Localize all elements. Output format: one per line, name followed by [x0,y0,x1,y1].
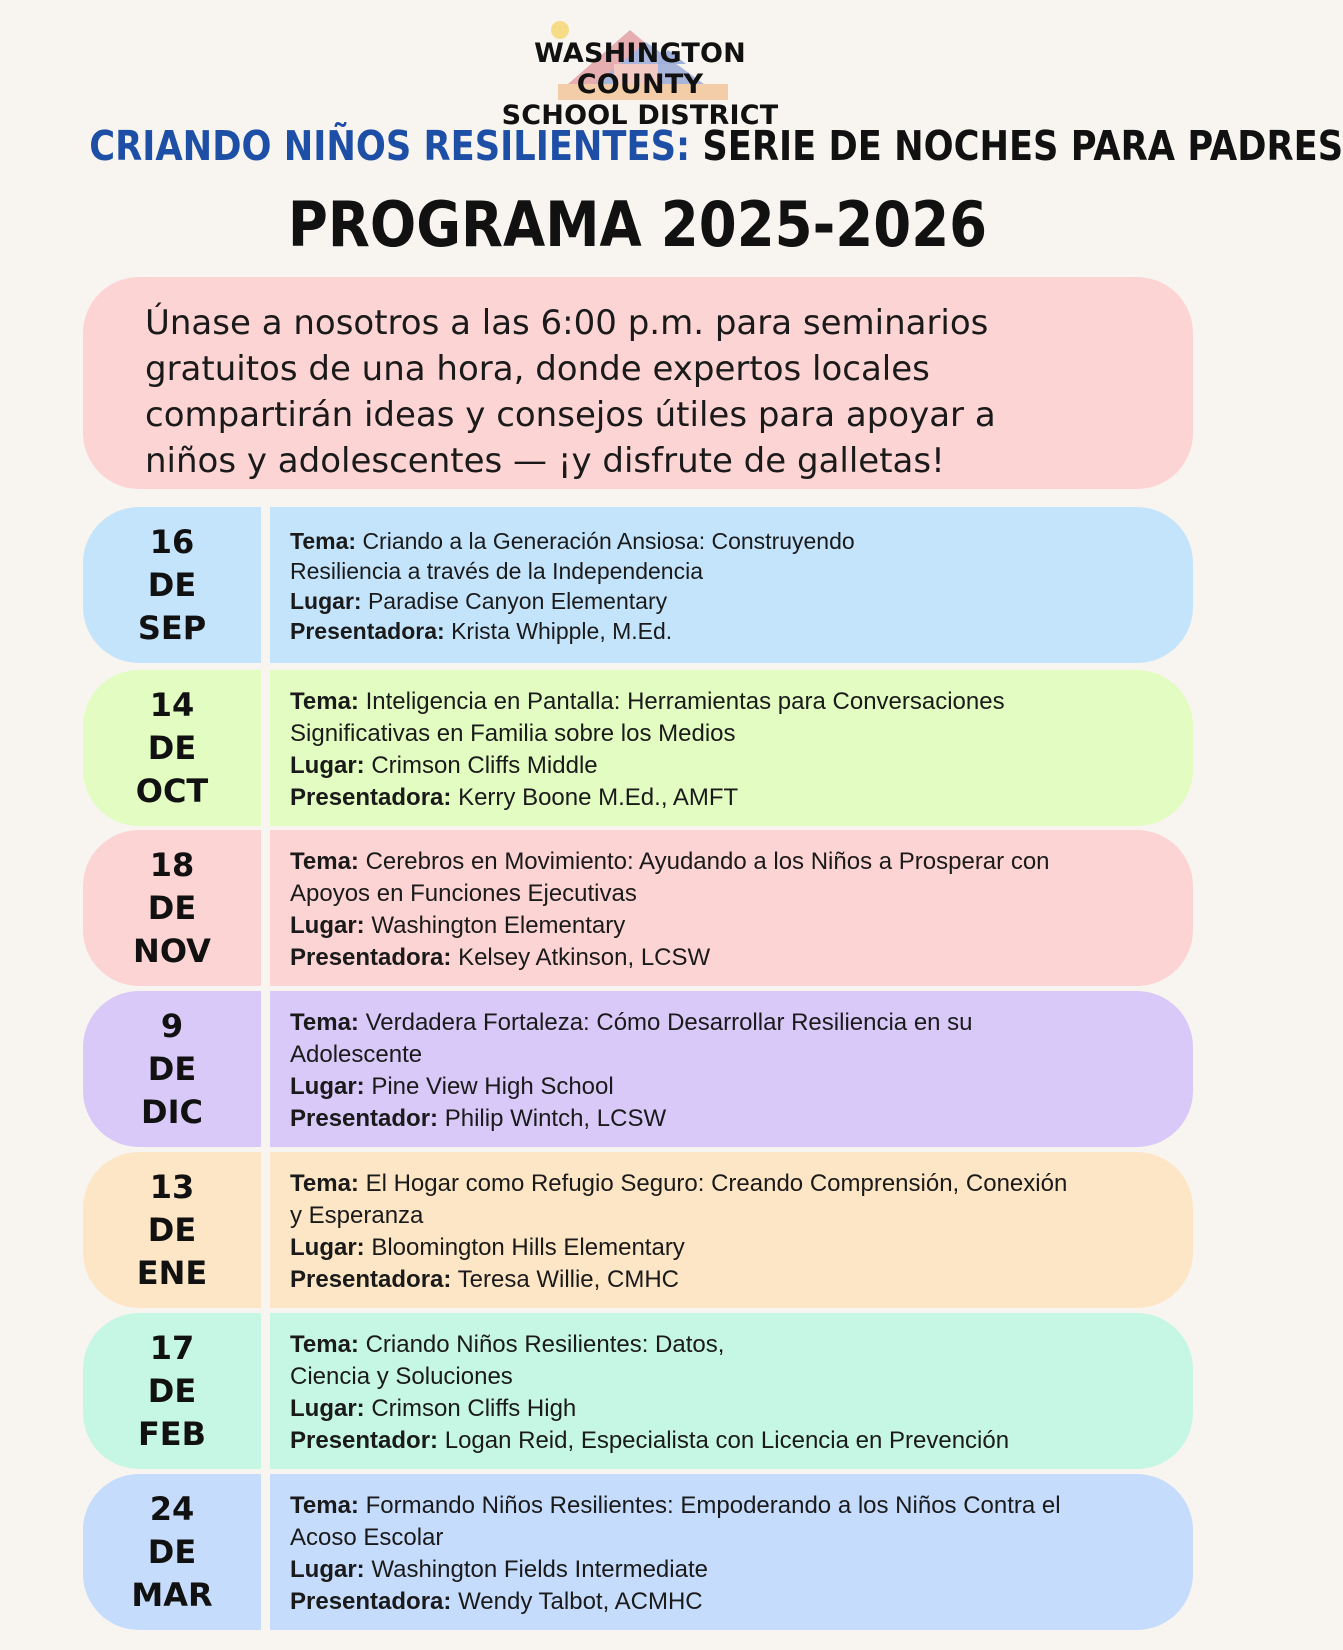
event-day: 24 [149,1489,195,1528]
event-details [290,1490,1170,1618]
event-date-de: DE [147,1049,197,1088]
event-divider [261,1152,270,1308]
event-location [290,750,1170,782]
topic-text: El Hogar como Refugio Seguro: Creando Comprensión, Conexión [365,1170,1068,1197]
event-details [290,1168,1170,1296]
event-presenter [290,942,1170,974]
event-topic [290,1007,1170,1039]
event-presenter [290,1586,1170,1618]
event-topic [290,1329,1170,1361]
location-text: Bloomington Hills Elementary [371,1234,685,1261]
event-presenter [290,1264,1170,1296]
event-location [290,586,1170,616]
event-day: 13 [149,1167,195,1206]
presenter-label: Presentador: [290,1427,439,1454]
event-presenter [290,1425,1170,1457]
event-location [290,1071,1170,1103]
series-title-highlight: CRIANDO NIÑOS RESILIENTES: [89,122,691,170]
event-day: 17 [149,1328,195,1367]
presenter-text: Logan Reid, Especialista con Licencia en Prevención [444,1427,1010,1454]
event-date [83,991,261,1147]
event-location [290,1554,1170,1586]
event-date [83,1313,261,1469]
presenter-label: Presentadora: [290,944,452,971]
event-date [83,1474,261,1630]
topic-text-cont: Apoyos en Funciones Ejecutivas [290,880,637,907]
event-card [83,1152,1193,1308]
presenter-text: Kerry Boone M.Ed., AMFT [458,784,739,811]
event-details [290,686,1170,814]
event-topic [290,686,1170,718]
topic-text: Criando Niños Resilientes: Datos, [365,1331,725,1358]
program-title: PROGRAMA 2025-2026 [287,188,988,261]
location-text: Crimson Cliffs High [371,1395,577,1422]
location-label: Lugar: [290,1073,365,1100]
event-divider [261,1474,270,1630]
topic-label: Tema: [290,528,357,554]
presenter-text: Kelsey Atkinson, LCSW [458,944,711,971]
event-divider [261,830,270,986]
event-date-de: DE [147,728,197,767]
event-presenter [290,616,1170,646]
topic-text-cont: y Esperanza [290,1202,424,1229]
event-topic [290,846,1170,878]
event-card [83,830,1193,986]
series-title-subtitle: SERIE DE NOCHES PARA PADRES [702,122,1343,170]
event-card [83,670,1193,826]
presenter-text: Wendy Talbot, ACMHC [458,1588,703,1615]
event-month: DIC [141,1092,203,1131]
event-date [83,1152,261,1308]
event-divider [261,1313,270,1469]
series-title [89,122,1343,170]
event-presenter [290,782,1170,814]
topic-label: Tema: [290,1170,359,1197]
event-location [290,1232,1170,1264]
event-day: 16 [149,522,195,561]
event-month: FEB [137,1414,207,1453]
event-day: 18 [149,845,195,884]
intro-line: gratuitos de una hora, donde expertos locales [145,349,930,389]
presenter-label: Presentador: [290,1105,439,1132]
location-label: Lugar: [290,1556,365,1583]
topic-label: Tema: [290,1492,359,1519]
topic-text: Inteligencia en Pantalla: Herramientas para Conversaciones [365,688,1005,715]
event-card [83,991,1193,1147]
event-topic [290,1168,1170,1200]
event-divider [261,507,270,663]
topic-text-cont: Significativas en Familia sobre los Medios [290,720,736,747]
event-card [83,507,1193,663]
topic-text-cont: Ciencia y Soluciones [290,1363,513,1390]
topic-text: Cerebros en Movimiento: Ayudando a los Niños a Prosperar con [365,848,1050,875]
location-text: Crimson Cliffs Middle [371,752,598,779]
topic-label: Tema: [290,1331,359,1358]
presenter-label: Presentadora: [290,618,445,644]
event-day: 14 [149,685,195,724]
event-presenter [290,1103,1170,1135]
intro-line: Únase a nosotros a las 6:00 p.m. para seminarios [145,303,989,343]
event-details [290,1329,1170,1457]
topic-text-cont: Acoso Escolar [290,1524,444,1551]
event-divider [261,670,270,826]
event-date-de: DE [147,1371,197,1410]
intro-line: niños y adolescentes — ¡y disfrute de galletas! [145,441,945,481]
intro-box [83,277,1193,489]
event-location [290,910,1170,942]
location-label: Lugar: [290,588,362,614]
event-month: NOV [133,931,211,970]
event-month: ENE [136,1253,208,1292]
district-logo [470,20,810,131]
event-day: 9 [160,1006,184,1045]
presenter-text: Philip Wintch, LCSW [444,1105,667,1132]
location-label: Lugar: [290,1234,365,1261]
district-name [470,38,810,131]
event-details [290,846,1170,974]
presenter-label: Presentadora: [290,784,452,811]
location-label: Lugar: [290,1395,365,1422]
topic-label: Tema: [290,1009,359,1036]
presenter-text: Teresa Willie, CMHC [457,1266,679,1293]
event-date-de: DE [147,1210,197,1249]
event-month: OCT [135,771,209,810]
topic-text-cont: Resiliencia a través de la Independencia [290,558,703,584]
event-card [83,1313,1193,1469]
event-date-de: DE [147,565,197,604]
topic-text-cont: Adolescente [290,1041,423,1068]
event-date [83,670,261,826]
event-topic [290,526,1170,556]
topic-text: Criando a la Generación Ansiosa: Construyendo [362,528,855,554]
event-details [290,526,1170,646]
event-details [290,1007,1170,1135]
event-card [83,1474,1193,1630]
location-label: Lugar: [290,912,365,939]
location-text: Washington Elementary [371,912,626,939]
event-date [83,830,261,986]
intro-line: compartirán ideas y consejos útiles para apoyar a [145,395,996,435]
location-text: Paradise Canyon Elementary [367,588,668,614]
topic-label: Tema: [290,688,359,715]
presenter-text: Krista Whipple, M.Ed. [451,618,673,644]
event-location [290,1393,1170,1425]
topic-text: Formando Niños Resilientes: Empoderando a los Niños Contra el [365,1492,1061,1519]
topic-text: Verdadera Fortaleza: Cómo Desarrollar Resiliencia en su [365,1009,973,1036]
location-text: Washington Fields Intermediate [371,1556,708,1583]
event-date-de: DE [147,1532,197,1571]
event-month: SEP [137,608,207,647]
event-divider [261,991,270,1147]
presenter-label: Presentadora: [290,1266,452,1293]
location-label: Lugar: [290,752,365,779]
event-month: MAR [131,1575,213,1614]
event-date [83,507,261,663]
district-name-line2: SCHOOL DISTRICT [501,100,779,131]
event-date-de: DE [147,888,197,927]
event-topic [290,1490,1170,1522]
location-text: Pine View High School [371,1073,614,1100]
topic-label: Tema: [290,848,359,875]
district-name-line1: WASHINGTON COUNTY [534,38,746,100]
presenter-label: Presentadora: [290,1588,452,1615]
